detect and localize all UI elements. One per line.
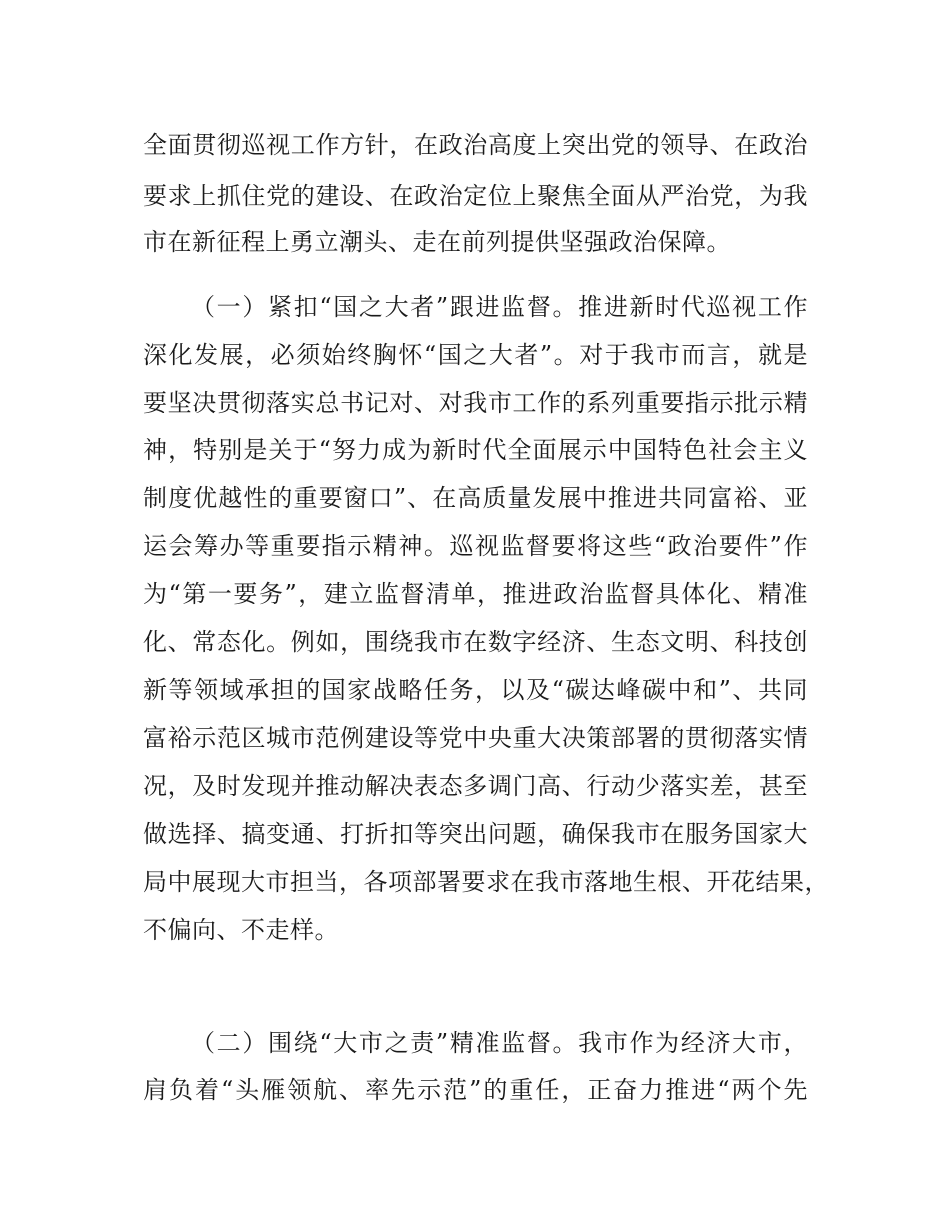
text-line: 市在新征程上勇立潮头、走在前列提供坚强政治保障。	[143, 228, 731, 256]
text-line: 不偏向、不走样。	[143, 916, 339, 944]
section-heading-line: （二）围绕“大市之责”精准监督。我市作为经济大市，	[191, 1029, 808, 1057]
text-line: 局中展现大市担当，各项部署要求在我市落地生根、开花结果，	[143, 868, 829, 896]
text-line: 要求上抓住党的建设、在政治定位上聚焦全面从严治党，为我	[143, 182, 808, 210]
text-line: 新等领域承担的国家战略任务，以及“碳达峰碳中和”、共同	[143, 676, 808, 704]
section-heading-line: （一）紧扣“国之大者”跟进监督。推进新时代巡视工作	[191, 293, 808, 321]
text-line: 化、常态化。例如，围绕我市在数字经济、生态文明、科技创	[143, 628, 808, 656]
text-line: 为“第一要务”，建立监督清单，推进政治监督具体化、精准	[143, 580, 808, 608]
text-line: 全面贯彻巡视工作方针，在政治高度上突出党的领导、在政治	[143, 131, 808, 159]
text-line: 制度优越性的重要窗口”、在高质量发展中推进共同富裕、亚	[143, 484, 808, 512]
text-line: 做选择、搞变通、打折扣等突出问题，确保我市在服务国家大	[143, 820, 808, 848]
text-line: 神，特别是关于“努力成为新时代全面展示中国特色社会主义	[143, 436, 808, 464]
text-line: 富裕示范区城市范例建设等党中央重大决策部署的贯彻落实情	[143, 724, 808, 752]
text-line: 况，及时发现并推动解决表态多调门高、行动少落实差，甚至	[143, 772, 808, 800]
text-line: 深化发展，必须始终胸怀“国之大者”。对于我市而言，就是	[143, 341, 808, 369]
text-line: 运会筹办等重要指示精神。巡视监督要将这些“政治要件”作	[143, 532, 808, 560]
text-line: 要坚决贯彻落实总书记对、对我市工作的系列重要指示批示精	[143, 389, 808, 417]
text-line: 肩负着“头雁领航、率先示范”的重任，正奋力推进“两个先	[143, 1076, 808, 1104]
